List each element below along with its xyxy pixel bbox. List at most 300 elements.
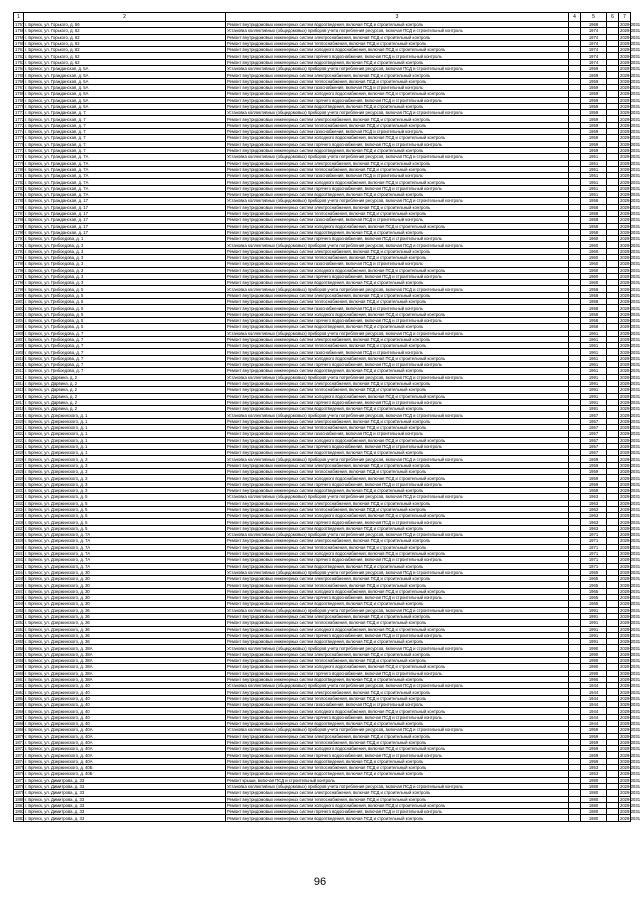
repair-period-cell: 2029-2031 (620, 784, 640, 790)
row-number-cell: 1860 (15, 670, 25, 676)
work-type-cell: Установка коллективных (общедомовых) приборов учета потребления ресурсов, включая ПСД и строительный контроль (226, 607, 569, 613)
build-year-cell: 1965 (581, 601, 607, 607)
row-number-cell: 1867 (15, 714, 25, 720)
work-type-cell: Ремонт внутридомовых инженерных систем водоотведения, включая ПСД и строительный контроль (226, 192, 569, 198)
row-number-cell: 1816 (15, 393, 25, 399)
build-year-cell: 1961 (581, 336, 607, 342)
work-type-cell: Ремонт внутридомовых инженерных систем водоотведения, включая ПСД и строительный контроль (226, 368, 569, 374)
repair-period-cell: 2029-2031 (620, 670, 640, 676)
address-cell: г. Брянск, ул. Дзержинского, д. 7А (24, 538, 226, 544)
row-number-cell: 1794 (15, 255, 25, 261)
row-number-cell: 1799 (15, 286, 25, 292)
work-type-cell: Установка коллективных (общедомовых) приборов учета потребления ресурсов, включая ПСД и строительный контроль (226, 28, 569, 34)
build-year-cell: 1971 (581, 550, 607, 556)
repair-period-cell: 2029-2031 (620, 299, 640, 305)
build-year-cell: 1951 (581, 166, 607, 172)
row-number-cell: 1757 (15, 22, 25, 28)
address-cell: г. Брянск, ул. Грибоедова, д. 3 (24, 261, 226, 267)
repair-period-cell: 2029-2031 (620, 374, 640, 380)
row-number-cell: 1804 (15, 318, 25, 324)
row-number-cell: 1803 (15, 311, 25, 317)
row-number-cell: 1815 (15, 387, 25, 393)
build-year-cell: 1959 (581, 97, 607, 103)
repair-period-cell: 2029-2031 (620, 311, 640, 317)
column-header-5: 5 (581, 13, 607, 22)
repair-period-cell: 2029-2031 (620, 702, 640, 708)
repair-period-cell: 2029-2031 (620, 318, 640, 324)
address-cell: г. Брянск, ул. Дзержинского, д. 40 (24, 714, 226, 720)
work-type-cell: Ремонт внутридомовых инженерных систем теплоснабжения, включая ПСД и строительный контроль (226, 210, 569, 216)
work-type-cell: Ремонт внутридомовых инженерных систем электроснабжения, включая ПСД и строительный контроль (226, 733, 569, 739)
address-cell: г. Брянск, ул. Димитрова, д. 33 (24, 809, 226, 815)
address-cell: г. Брянск, ул. Гражданская, д. 7А (24, 160, 226, 166)
address-cell: г. Брянск, ул. Дзержинского, д. 30 (24, 601, 226, 607)
repair-period-cell: 2029-2031 (620, 393, 640, 399)
row-number-cell: 1828 (15, 469, 25, 475)
row-number-cell: 1849 (15, 601, 25, 607)
build-year-cell: 1959 (581, 462, 607, 468)
row-number-cell: 1788 (15, 217, 25, 223)
table-body (14, 22, 640, 822)
row-number-cell: 1826 (15, 456, 25, 462)
row-number-cell: 1782 (15, 179, 25, 185)
address-cell: г. Брянск, ул. Дзержинского, д. 40 (24, 702, 226, 708)
work-type-cell: Ремонт внутридомовых инженерных систем водоотведения, включая ПСД и строительный контроль (226, 563, 569, 569)
address-cell: г. Брянск, ул. Гражданская, д. 5А (24, 97, 226, 103)
repair-period-cell: 2029-2031 (620, 242, 640, 248)
build-year-cell: 1965 (581, 582, 607, 588)
address-cell: г. Брянск, ул. Дзержинского, д. 7А (24, 550, 226, 556)
build-year-cell: 1961 (581, 349, 607, 355)
address-cell: г. Брянск, ул. Гражданская, д. 17 (24, 204, 226, 210)
repair-period-cell: 2029-2031 (620, 651, 640, 657)
work-type-cell: Ремонт внутридомовых инженерных систем водоотведения, включая ПСД и строительный контроль (226, 601, 569, 607)
address-cell: г. Брянск, ул. Дзержинского, д. 5 (24, 500, 226, 506)
build-year-cell: 1953 (581, 771, 607, 777)
repair-period-cell: 2029-2031 (620, 418, 640, 424)
row-number-cell: 1827 (15, 462, 25, 468)
row-number-cell: 1810 (15, 355, 25, 361)
build-year-cell: 1990 (581, 676, 607, 682)
work-type-cell: Ремонт внутридомовых инженерных систем газоснабжения, включая ПСД и строительный контроль (226, 305, 569, 311)
row-number-cell: 1843 (15, 563, 25, 569)
work-type-cell: Ремонт внутридомовых инженерных систем электроснабжения, включая ПСД и строительный контроль (226, 248, 569, 254)
work-type-cell: Ремонт внутридомовых инженерных систем водоотведения, включая ПСД и строительный контроль (226, 229, 569, 235)
address-cell: г. Брянск, ул. Грибоедова, д. 3 (24, 267, 226, 273)
row-number-cell: 1871 (15, 739, 25, 745)
address-cell: г. Брянск, ул. Дзержинского, д. 5 (24, 525, 226, 531)
address-cell: г. Брянск, ул. Дзержинского, д. 40А (24, 758, 226, 764)
address-cell: г. Брянск, ул. Дарвина, д. 2 (24, 374, 226, 380)
work-type-cell: Ремонт внутридомовых инженерных систем холодного водоснабжения, включая ПСД и строительный контроль (226, 311, 569, 317)
address-cell: г. Брянск, ул. Гражданская, д. 7 (24, 129, 226, 135)
work-type-cell: Установка коллективных (общедомовых) приборов учета потребления ресурсов, включая ПСД и строительный контроль (226, 569, 569, 575)
work-type-cell: Установка коллективных (общедомовых) приборов учета потребления ресурсов, включая ПСД и строительный контроль (226, 330, 569, 336)
work-type-cell: Ремонт внутридомовых инженерных систем холодного водоснабжения, включая ПСД и строительный контроль (226, 664, 569, 670)
address-cell: г. Брянск, ул. Дзержинского, д. 40Б (24, 771, 226, 777)
work-type-cell: Установка коллективных (общедомовых) приборов учета потребления ресурсов, включая ПСД и строительный контроль (226, 154, 569, 160)
address-cell: г. Брянск, ул. Грибоедова, д. 7 (24, 330, 226, 336)
work-type-cell: Установка коллективных (общедомовых) приборов учета потребления ресурсов, включая ПСД и строительный контроль (226, 683, 569, 689)
work-type-cell: Ремонт внутридомовых инженерных систем электроснабжения, включая ПСД и строительный контроль (226, 72, 569, 78)
work-type-cell: Ремонт внутридомовых инженерных систем газоснабжения, включая ПСД и строительный контроль (226, 129, 569, 135)
build-year-cell: 1944 (581, 720, 607, 726)
build-year-cell: 1957 (581, 418, 607, 424)
row-number-cell: 1807 (15, 336, 25, 342)
repair-period-cell: 2029-2031 (620, 280, 640, 286)
address-cell: г. Брянск, ул. Дзержинского, д. 1 (24, 412, 226, 418)
row-number-cell: 1876 (15, 771, 25, 777)
work-type-cell: Ремонт внутридомовых инженерных систем горячего водоснабжения, включая ПСД и строительный контроль (226, 557, 569, 563)
row-number-cell: 1878 (15, 784, 25, 790)
row-number-cell: 1813 (15, 374, 25, 380)
repair-period-cell: 2029-2031 (620, 248, 640, 254)
row-number-cell: 1859 (15, 664, 25, 670)
work-type-cell: Ремонт внутридомовых инженерных систем теплоснабжения, включая ПСД и строительный контроль (226, 343, 569, 349)
repair-period-cell: 2029-2031 (620, 456, 640, 462)
build-year-cell: 1965 (581, 576, 607, 582)
address-cell: г. Брянск, ул. Дзержинского, д. 7А (24, 544, 226, 550)
repair-period-cell: 2029-2031 (620, 286, 640, 292)
work-type-cell: Ремонт внутридомовых инженерных систем теплоснабжения, включая ПСД и строительный контроль (226, 469, 569, 475)
repair-period-cell: 2029-2031 (620, 129, 640, 135)
address-cell: г. Брянск, ул. Дзержинского, д. 40 (24, 720, 226, 726)
build-year-cell: 1959 (581, 727, 607, 733)
work-type-cell: Ремонт внутридомовых инженерных систем электроснабжения, включая ПСД и строительный контроль (226, 790, 569, 796)
row-number-cell: 1765 (15, 72, 25, 78)
build-year-cell: 1961 (581, 330, 607, 336)
address-cell: г. Брянск, ул. Гражданская, д. 7А (24, 173, 226, 179)
row-number-cell: 1858 (15, 658, 25, 664)
address-cell: г. Брянск, ул. Грибоедова, д. 5 (24, 292, 226, 298)
repair-period-cell: 2029-2031 (620, 683, 640, 689)
repair-period-cell: 2029-2031 (620, 752, 640, 758)
build-year-cell: 1974 (581, 40, 607, 46)
build-year-cell: 1963 (581, 494, 607, 500)
build-year-cell: 1944 (581, 689, 607, 695)
build-year-cell: 1959 (581, 110, 607, 116)
address-cell: г. Брянск, ул. Дзержинского, д. 40А (24, 727, 226, 733)
build-year-cell: 1959 (581, 78, 607, 84)
work-type-cell: Ремонт внутридомовых инженерных систем горячего водоснабжения, включая ПСД и строительный контроль (226, 670, 569, 676)
row-number-cell: 1773 (15, 122, 25, 128)
repair-period-cell: 2029-2031 (620, 166, 640, 172)
build-year-cell: 1991 (581, 620, 607, 626)
row-number-cell: 1779 (15, 160, 25, 166)
address-cell: г. Брянск, ул. Гражданская, д. 7 (24, 141, 226, 147)
row-number-cell: 1850 (15, 607, 25, 613)
row-number-cell: 1818 (15, 406, 25, 412)
row-number-cell: 1787 (15, 211, 25, 217)
work-type-cell: Ремонт внутридомовых инженерных систем горячего водоснабжения, включая ПСД и строительный контроль (226, 519, 569, 525)
work-type-cell: Ремонт внутридомовых инженерных систем холодного водоснабжения, включая ПСД и строительный контроль (226, 135, 569, 141)
row-number-cell: 1880 (15, 796, 25, 802)
repair-period-cell: 2029-2031 (620, 192, 640, 198)
work-type-cell: Ремонт внутридомовых инженерных систем горячего водоснабжения, включая ПСД и строительный контроль (226, 236, 569, 242)
row-number-cell: 1864 (15, 695, 25, 701)
build-year-cell: 1960 (581, 248, 607, 254)
build-year-cell: 1960 (581, 254, 607, 260)
column-header-3: 3 (226, 13, 569, 22)
build-year-cell: 1958 (581, 324, 607, 330)
address-cell: г. Брянск, ул. Дзержинского, д. 1 (24, 431, 226, 437)
repair-period-cell: 2029-2031 (620, 532, 640, 538)
repair-period-cell: 2029-2031 (620, 557, 640, 563)
repair-period-cell: 2029-2031 (620, 721, 640, 727)
address-cell: г. Брянск, ул. Дзержинского, д. 3 (24, 462, 226, 468)
address-cell: г. Брянск, ул. Дзержинского, д. 5 (24, 494, 226, 500)
address-cell: г. Брянск, ул. Дзержинского, д. 1 (24, 450, 226, 456)
address-cell: г. Брянск, ул. Грибоедова, д. 5 (24, 324, 226, 330)
work-type-cell: Ремонт внутридомовых инженерных систем газоснабжения, включая ПСД и строительный контроль (226, 702, 569, 708)
build-year-cell: 1959 (581, 129, 607, 135)
work-type-cell: Ремонт внутридомовых инженерных систем теплоснабжения, включая ПСД и строительный контроль (226, 122, 569, 128)
build-year-cell: 1958 (581, 229, 607, 235)
address-cell: г. Брянск, ул. Грибоедова, д. 3 (24, 248, 226, 254)
address-cell: г. Брянск, ул. Дзержинского, д. 36 (24, 613, 226, 619)
build-year-cell: 1959 (581, 752, 607, 758)
build-year-cell: 1990 (581, 664, 607, 670)
row-number-cell: 1766 (15, 78, 25, 84)
repair-period-cell: 2029-2031 (620, 85, 640, 91)
address-cell: г. Брянск, ул. Гражданская, д. 5А (24, 66, 226, 72)
address-cell: г. Брянск, ул. Гражданская, д. 17 (24, 223, 226, 229)
work-type-cell: Ремонт внутридомовых инженерных систем горячего водоснабжения, включая ПСД и строительный контроль (226, 809, 569, 815)
column-number-header-row (14, 13, 631, 22)
row-number-cell: 1841 (15, 551, 25, 557)
build-year-cell: 1957 (581, 412, 607, 418)
address-cell: г. Брянск, ул. Грибоедова, д. 3 (24, 280, 226, 286)
repair-period-cell: 2029-2031 (620, 777, 640, 783)
build-year-cell: 1957 (581, 425, 607, 431)
work-type-cell: Ремонт внутридомовых инженерных систем теплоснабжения, включая ПСД и строительный контроль (226, 620, 569, 626)
repair-period-cell: 2029-2031 (620, 796, 640, 802)
row-number-cell: 1832 (15, 494, 25, 500)
build-year-cell: 1957 (581, 450, 607, 456)
build-year-cell: 1959 (581, 84, 607, 90)
repair-period-cell: 2029-2031 (620, 500, 640, 506)
repair-period-cell: 2029-2031 (620, 387, 640, 393)
repair-period-cell: 2029-2031 (620, 538, 640, 544)
repair-period-cell: 2029-2031 (620, 469, 640, 475)
address-cell: г. Брянск, ул. Дзержинского, д. 1 (24, 437, 226, 443)
work-type-cell: Ремонт внутридомовых инженерных систем теплоснабжения, включая ПСД и строительный контроль (226, 739, 569, 745)
repair-period-cell: 2029-2031 (620, 274, 640, 280)
build-year-cell: 1961 (581, 368, 607, 374)
row-number-cell: 1844 (15, 569, 25, 575)
build-year-cell: 1965 (581, 569, 607, 575)
build-year-cell: 1959 (581, 72, 607, 78)
row-number-cell: 1768 (15, 91, 25, 97)
repair-period-cell: 2029-2031 (620, 261, 640, 267)
build-year-cell: 1944 (581, 695, 607, 701)
repair-period-cell: 2029-2031 (620, 544, 640, 550)
address-cell: г. Брянск, ул. Гражданская, д. 17 (24, 198, 226, 204)
work-type-cell: Ремонт внутридомовых инженерных систем водоотведения, включая ПСД и строительный контроль (226, 525, 569, 531)
capital-repair-table (13, 12, 640, 822)
build-year-cell: 1959 (581, 147, 607, 153)
build-year-cell: 1991 (581, 607, 607, 613)
repair-period-cell: 2029-2031 (620, 336, 640, 342)
work-type-cell: Ремонт внутридомовых инженерных систем холодного водоснабжения, включая ПСД и строительный контроль (226, 267, 569, 273)
address-cell: г. Брянск, ул. Дарвина, д. 2 (24, 399, 226, 405)
build-year-cell: 1959 (581, 733, 607, 739)
build-year-cell: 1974 (581, 28, 607, 34)
address-cell: г. Брянск, ул. Дзержинского, д. 7А (24, 557, 226, 563)
build-year-cell: 1959 (581, 456, 607, 462)
work-type-cell: Установка коллективных (общедомовых) приборов учета потребления ресурсов, включая ПСД и строительный контроль (226, 532, 569, 538)
row-number-cell: 1831 (15, 488, 25, 494)
build-year-cell: 1951 (581, 173, 607, 179)
address-cell: г. Брянск, ул. Дзержинского, д. 38А (24, 651, 226, 657)
row-number-cell: 1775 (15, 135, 25, 141)
row-number-cell: 1801 (15, 299, 25, 305)
repair-period-cell: 2029-2031 (620, 507, 640, 512)
row-number-cell: 1793 (15, 248, 25, 254)
repair-period-cell: 2029-2031 (620, 431, 640, 437)
repair-period-cell: 2029-2031 (620, 664, 640, 670)
repair-period-cell: 2029-2031 (620, 34, 640, 40)
row-number-cell: 1852 (15, 620, 25, 626)
build-year-cell: 1991 (581, 387, 607, 393)
work-type-cell: Установка коллективных (общедомовых) приборов учета потребления ресурсов, включая ПСД и строительный контроль (226, 645, 569, 651)
address-cell: г. Брянск, ул. Дзержинского, д. 30 (24, 588, 226, 594)
repair-period-cell: 2029-2031 (620, 97, 640, 103)
work-type-cell: Ремонт внутридомовых инженерных систем газоснабжения, включая ПСД и строительный контроль (226, 84, 569, 90)
address-cell: г. Брянск, ул. Гражданская, д. 7А (24, 192, 226, 198)
row-number-cell: 1790 (15, 229, 25, 235)
work-type-cell: Ремонт внутридомовых инженерных систем электроснабжения, включая ПСД и строительный контроль (226, 160, 569, 166)
repair-period-cell: 2029-2031 (620, 739, 640, 745)
address-cell: г. Брянск, ул. Гражданская, д. 7А (24, 179, 226, 185)
capital-repair-program-table-sheet (13, 12, 640, 822)
column-header-6: 6 (607, 13, 619, 22)
work-type-cell: Ремонт внутридомовых инженерных систем электроснабжения, включая ПСД и строительный контроль (226, 576, 569, 582)
build-year-cell: 1953 (581, 765, 607, 771)
build-year-cell: 1951 (581, 192, 607, 198)
work-type-cell: Ремонт внутридомовых инженерных систем водоотведения, включая ПСД и строительный контроль (226, 720, 569, 726)
row-number-cell: 1774 (15, 129, 25, 135)
address-cell: г. Брянск, ул. Димитрова, д. 33 (24, 777, 226, 783)
repair-period-cell: 2029-2031 (620, 343, 640, 349)
work-type-cell: Ремонт внутридомовых инженерных систем холодного водоснабжения, включая ПСД и строительный контроль (226, 179, 569, 185)
work-type-cell: Ремонт внутридомовых инженерных систем электроснабжения, включая ПСД и строительный контроль (226, 336, 569, 342)
repair-period-cell: 2029-2031 (620, 595, 640, 601)
row-number-cell: 1882 (15, 809, 25, 815)
address-cell: г. Брянск, ул. Грибоедова, д. 5 (24, 305, 226, 311)
repair-period-cell: 2029-2031 (620, 59, 640, 65)
work-type-cell: Ремонт внутридомовых инженерных систем электроснабжения, включая ПСД и строительный контроль (226, 613, 569, 619)
build-year-cell: 1990 (581, 645, 607, 651)
address-cell: г. Брянск, ул. Дзержинского, д. 30 (24, 582, 226, 588)
row-number-cell: 1814 (15, 381, 25, 387)
build-year-cell: 1959 (581, 91, 607, 97)
work-type-cell: Ремонт внутридомовых инженерных систем водоотведения, включая ПСД и строительный контроль (226, 22, 569, 28)
address-cell: г. Брянск, ул. Грибоедова, д. 5 (24, 317, 226, 323)
row-number-cell: 1825 (15, 450, 25, 456)
build-year-cell: 1960 (581, 242, 607, 248)
work-type-cell: Ремонт внутридомовых инженерных систем холодного водоснабжения, включая ПСД и строительный контроль (226, 437, 569, 443)
repair-period-cell: 2029-2031 (620, 462, 640, 468)
address-cell: г. Брянск, ул. Дзержинского, д. 38А (24, 676, 226, 682)
address-cell: г. Брянск, ул. Дзержинского, д. 1 (24, 425, 226, 431)
build-year-cell: 1959 (581, 475, 607, 481)
repair-period-cell: 2029-2031 (620, 626, 640, 632)
address-cell: г. Брянск, ул. Грибоедова, д. 3 (24, 242, 226, 248)
work-type-cell: Ремонт внутридомовых инженерных систем электроснабжения, включая ПСД и строительный контроль (226, 116, 569, 122)
build-year-cell: 1951 (581, 160, 607, 166)
work-type-cell: Установка коллективных (общедомовых) приборов учета потребления ресурсов, включая ПСД и строительный контроль (226, 198, 569, 204)
col4-cell (569, 815, 581, 821)
repair-period-cell: 2029-2031 (620, 488, 640, 494)
row-number-cell: 1838 (15, 532, 25, 538)
build-year-cell: 1971 (581, 538, 607, 544)
work-type-cell: Установка коллективных (общедомовых) приборов учета потребления ресурсов, включая ПСД и строительный контроль (226, 66, 569, 72)
address-cell: г. Брянск, ул. Дзержинского, д. 5 (24, 506, 226, 512)
work-type-cell: Ремонт внутридомовых инженерных систем горячего водоснабжения, включая ПСД и строительный контроль (226, 752, 569, 758)
repair-period-cell: 2029-2031 (620, 551, 640, 557)
build-year-cell: 1974 (581, 53, 607, 59)
row-number-cell: 1786 (15, 204, 25, 210)
build-year-cell: 1965 (581, 595, 607, 601)
build-year-cell: 1991 (581, 374, 607, 380)
row-number-cell: 1879 (15, 790, 25, 796)
work-type-cell: Ремонт внутридомовых инженерных систем электроснабжения, включая ПСД и строительный контроль (226, 462, 569, 468)
address-cell: г. Брянск, ул. Дзержинского, д. 40 (24, 689, 226, 695)
row-number-cell: 1835 (15, 513, 25, 519)
build-year-cell: 1958 (581, 217, 607, 223)
address-cell: г. Брянск, ул. Горького, д. 62 (24, 34, 226, 40)
row-number-cell: 1819 (15, 412, 25, 418)
repair-period-cell: 2029-2031 (620, 601, 640, 607)
row-number-cell: 1874 (15, 758, 25, 764)
repair-period-cell: 2029-2031 (620, 809, 640, 815)
repair-period-cell: 2029-2031 (620, 444, 640, 450)
work-type-cell: Ремонт внутридомовых инженерных систем газоснабжения, включая ПСД и строительный контроль (226, 173, 569, 179)
address-cell: г. Брянск, ул. Дзержинского, д. 7А (24, 532, 226, 538)
work-type-cell: Ремонт внутридомовых инженерных систем теплоснабжения, включая ПСД и строительный контроль (226, 796, 569, 802)
build-year-cell: 1980 (581, 802, 607, 808)
work-type-cell: Ремонт внутридомовых инженерных систем водоотведения, включая ПСД и строительный контроль (226, 450, 569, 456)
repair-period-cell: 2029-2031 (620, 368, 640, 374)
col6-cell (607, 815, 619, 821)
row-number-cell: 1812 (15, 368, 25, 374)
build-year-cell: 1980 (581, 809, 607, 815)
address-cell: г. Брянск, ул. Горького, д. 62 (24, 47, 226, 53)
table-row (14, 815, 631, 821)
address-cell: г. Брянск, ул. Дзержинского, д. 40А (24, 752, 226, 758)
address-cell: г. Брянск, ул. Дзержинского, д. 38А (24, 670, 226, 676)
work-type-cell: Ремонт внутридомовых инженерных систем теплоснабжения, включая ПСД и строительный контроль (226, 254, 569, 260)
work-type-cell: Ремонт внутридомовых инженерных систем электроснабжения, включая ПСД и строительный контроль (226, 292, 569, 298)
work-type-cell: Ремонт внутридомовых инженерных систем электроснабжения, включая ПСД и строительный контроль (226, 34, 569, 40)
build-year-cell: 1959 (581, 469, 607, 475)
address-cell: г. Брянск, ул. Дзержинского, д. 1 (24, 418, 226, 424)
row-number-cell: 1836 (15, 519, 25, 525)
build-year-cell: 1990 (581, 670, 607, 676)
work-type-cell: Ремонт внутридомовых инженерных систем водоотведения, включая ПСД и строительный контроль (226, 59, 569, 65)
work-type-cell: Ремонт внутридомовых инженерных систем холодного водоснабжения, включая ПСД и строительный контроль (226, 475, 569, 481)
address-cell: г. Брянск, ул. Гражданская, д. 5А (24, 78, 226, 84)
address-cell: г. Брянск, ул. Дзержинского, д. 1 (24, 443, 226, 449)
address-cell: г. Брянск, ул. Горького, д. 62 (24, 28, 226, 34)
build-year-cell: 1958 (581, 299, 607, 305)
build-year-cell: 1980 (581, 777, 607, 783)
address-cell: г. Брянск, ул. Гражданская, д. 17 (24, 217, 226, 223)
work-type-cell: Ремонт внутридомовых инженерных систем холодного водоснабжения, включая ПСД и строительный контроль (226, 223, 569, 229)
address-cell: г. Брянск, ул. Грибоедова, д. 5 (24, 311, 226, 317)
work-type-cell: Ремонт внутридомовых инженерных систем теплоснабжения, включая ПСД и строительный контроль (226, 657, 569, 663)
